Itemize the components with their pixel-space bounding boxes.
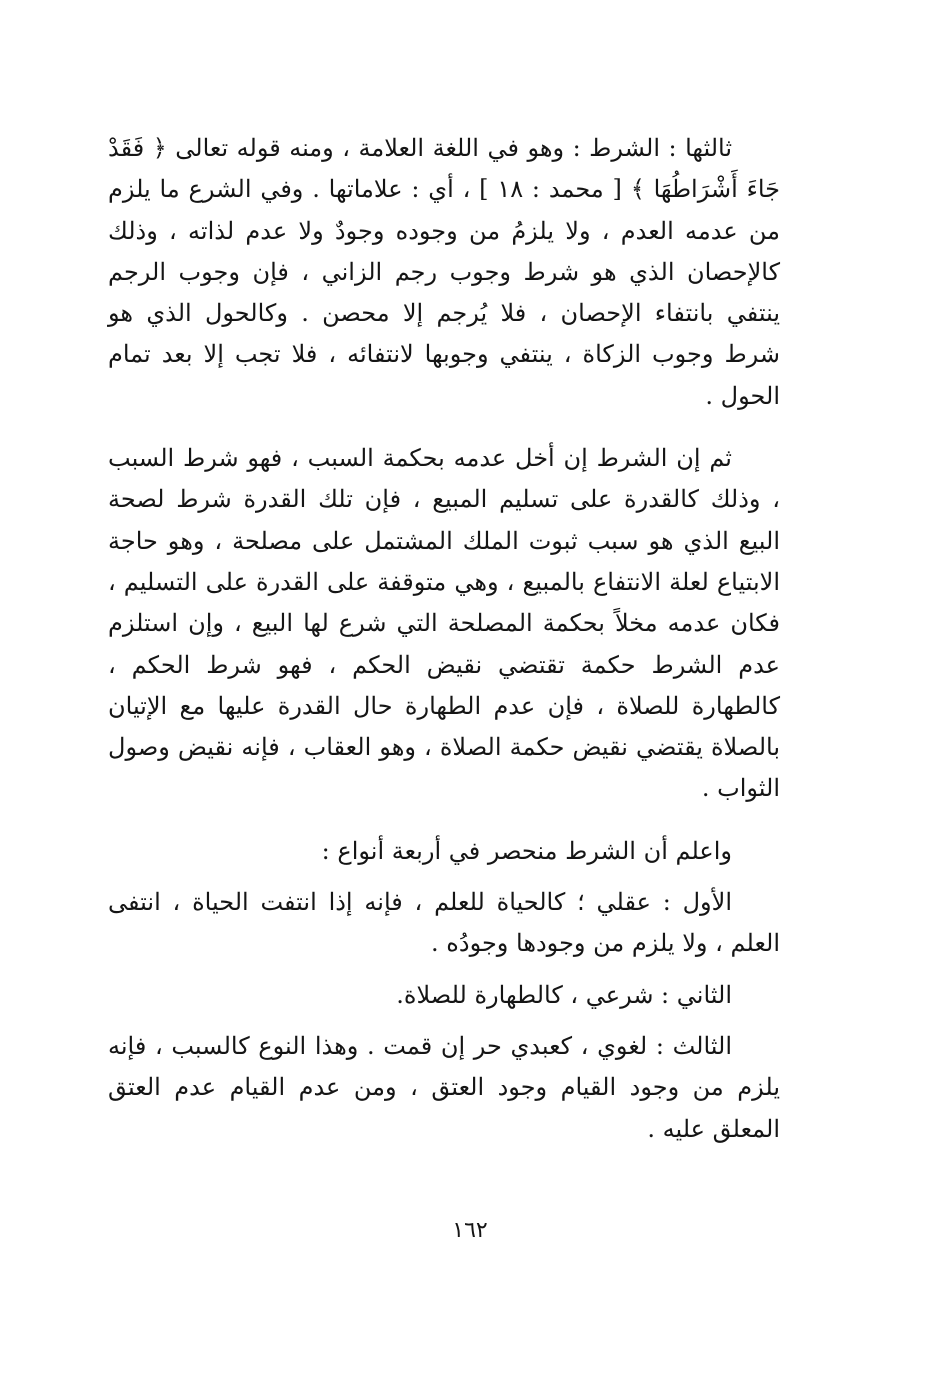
paragraph-type-linguistic: الثالث : لغوي ، كعبدي حر إن قمت . وهذا النوع كالسبب ، فإنه يلزم من وجود القيام وجود العتق ، ومن عدم القيام عدم العتق المعلق عليه .: [108, 1031, 780, 1143]
paragraph-condition-of-cause: ثم إن الشرط إن أخل عدمه بحكمة السبب ، فهو شرط السبب ، وذلك كالقدرة على تسليم المبيع ، فإن تلك القدرة شرط لصحة البيع الذي هو سبب ثبوت الملك المشتمل على مصلحة ، وهو حاجة الابتياع لعلة الانتفاع بالمبيع ، وهي متوقفة على القدرة على التسليم ، فكان عدمه مخلاً بحكمة المصلحة التي شرع لها البيع ، وإن استلزم عدم الشرط حكمة تقتضي نقيض الحكم ، فهو شرط الحكم ، كالطهارة للصلاة ، فإن عدم الطهارة حال القدرة عليها مع الإتيان بالصلاة يقتضي نقيض حكمة الصلاة ، وهو العقاب ، فإنه نقيض وصول الثواب .: [108, 444, 780, 803]
page-number: ١٦٢: [452, 1218, 488, 1243]
paragraph-condition-definition: ثالثها : الشرط : وهو في اللغة العلامة ، ومنه قوله تعالى ﴿ فَقَدْ جَاءَ أَشْرَاطُهَا ﴾ [ محمد : ١٨ ] ، أي : علاماتها . وفي الشرع ما يلزم من عدمه العدم ، ولا يلزمُ من وجوده وجودٌ ولا عدم لذاته ، وذلك كالإحصان الذي هو شرط وجوب رجم الزاني ، فإن وجوب الرجم ينتفي بانتفاء الإحصان ، فلا يُرجم إلا محصن . وكالحول الذي هو شرط وجوب الزكاة ، ينتفي وجوبها لانتفائه ، فلا تجب إلا بعد تمام الحول .: [108, 134, 781, 410]
paragraph-type-legal: الثاني : شرعي ، كالطهارة للصلاة.: [396, 980, 732, 1009]
page-body: [108, 128, 780, 1150]
paragraph-four-types-intro: واعلم أن الشرط منحصر في أربعة أنواع :: [321, 836, 732, 865]
paragraph-type-rational: الأول : عقلي ؛ كالحياة للعلم ، فإنه إذا انتفت الحياة ، انتفى العلم ، ولا يلزم من وجودها وجودُه .: [108, 888, 780, 958]
